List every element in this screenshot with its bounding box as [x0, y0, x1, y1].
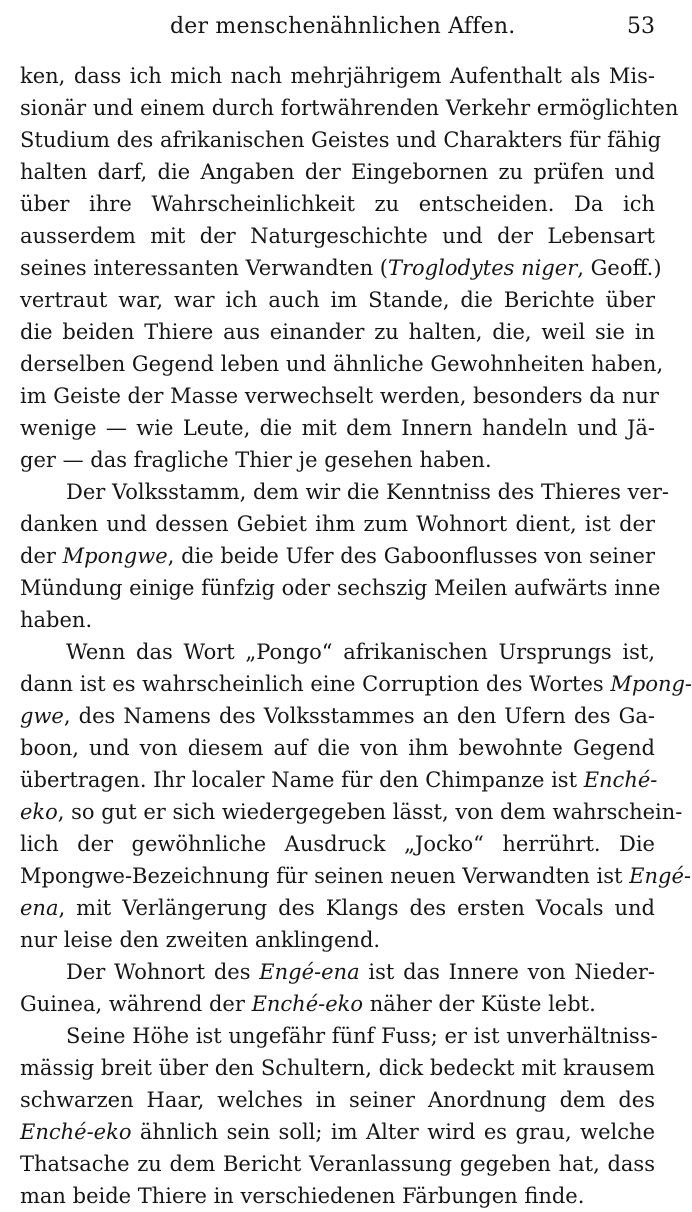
text-segment: ken, dass ich mich nach mehrjährigem Aufenthalt als Mis-: [20, 64, 655, 88]
text-segment: derselben Gegend leben und ähnliche Gewohnheiten haben,: [20, 352, 664, 376]
text-line: [20, 956, 655, 988]
text-line: [20, 348, 664, 380]
text-line: [20, 924, 655, 956]
text-line: [20, 1148, 655, 1180]
text-segment: , mit Verlängerung des Klangs des ersten Vocals und: [58, 896, 655, 920]
text-line: [20, 732, 655, 764]
text-line: [20, 796, 683, 828]
text-segment: lich der gewöhnliche Ausdruck „Jocko“ herrührt. Die: [20, 832, 655, 856]
text-segment: haben.: [20, 608, 93, 632]
text-segment: übertragen. Ihr localer Name für den Chimpanze ist: [20, 768, 584, 792]
italic-term: Mpongwe: [62, 544, 168, 568]
text-line: [20, 156, 655, 188]
text-segment: Mpongwe-Bezeichnung für seinen neuen Verwandten ist: [20, 864, 630, 888]
italic-term: eko: [20, 800, 58, 824]
text-segment: Mündung einige fünfzig oder sechszig Meilen aufwärts inne: [20, 576, 661, 600]
text-line: [20, 860, 691, 892]
text-line: [20, 316, 655, 348]
text-segment: , so gut er sich wiedergegeben lässt, von dem wahrschein-: [57, 800, 683, 824]
text-line: [20, 284, 655, 316]
text-line: [20, 636, 655, 668]
text-line: [20, 444, 655, 476]
text-segment: die beiden Thiere aus einander zu halten, die, weil sie in: [20, 320, 655, 344]
text-line: [20, 988, 655, 1020]
text-segment: dann ist es wahrscheinlich eine Corruption des Wortes: [20, 672, 611, 696]
text-line: [20, 476, 669, 508]
text-segment: nur leise den zweiten anklingend.: [20, 928, 381, 952]
text-line: [20, 604, 655, 636]
text-segment: Seine Höhe ist ungefähr fünf Fuss; er ist unverhältniss-: [66, 1024, 658, 1048]
running-title: der menschenähnlichen Affen.: [170, 14, 516, 39]
text-line: [20, 892, 655, 924]
text-segment: ger — das fragliche Thier je gesehen haben.: [20, 448, 492, 472]
text-line: [20, 92, 679, 124]
text-line: [20, 828, 655, 860]
text-segment: Studium des afrikanischen Geistes und Charakters für fähig: [20, 128, 662, 152]
text-line: [20, 1020, 658, 1052]
text-segment: , die beide Ufer des Gaboonflusses von seiner: [167, 544, 655, 568]
text-line: [20, 540, 655, 572]
text-line: [20, 252, 662, 284]
italic-term: Enché-eko: [20, 1120, 132, 1144]
italic-term: Mpong-: [610, 672, 692, 696]
page-number: 53: [627, 14, 655, 39]
body-text: [20, 60, 692, 1212]
text-segment: Thatsache zu dem Bericht Veranlassung gegeben hat, dass: [20, 1152, 655, 1176]
text-line: [20, 412, 655, 444]
text-segment: , des Namens des Volksstammes an den Ufern des Ga-: [63, 704, 655, 728]
text-segment: ausserdem mit der Naturgeschichte und der Lebensart: [20, 224, 655, 248]
text-line: [20, 220, 655, 252]
text-line: [20, 1116, 655, 1148]
text-segment: boon, und von diesem auf die von ihm bewohnte Gegend: [20, 736, 655, 760]
text-segment: ist das Innere von Nieder-: [359, 960, 656, 984]
italic-term: ena: [20, 896, 59, 920]
page-header: [20, 14, 655, 48]
text-segment: halten darf, die Angaben der Eingebornen zu prüfen und: [20, 160, 655, 184]
italic-term: gwe: [20, 704, 64, 728]
text-line: [20, 668, 692, 700]
text-line: [20, 380, 659, 412]
text-segment: ähnlich sein soll; im Alter wird es grau, welche: [131, 1120, 655, 1144]
text-line: [20, 1180, 655, 1212]
text-segment: näher der Küste lebt.: [363, 992, 596, 1016]
italic-term: Troglodytes niger: [388, 256, 578, 280]
text-line: [20, 764, 658, 796]
text-segment: Wenn das Wort „Pongo“ afrikanischen Ursprungs ist,: [66, 640, 655, 664]
text-line: [20, 572, 661, 604]
text-segment: der: [20, 544, 63, 568]
italic-term: Engé-ena: [259, 960, 360, 984]
italic-term: Enché-: [583, 768, 658, 792]
text-line: [20, 60, 655, 92]
text-segment: danken und dessen Gebiet ihm zum Wohnort dient, ist der: [20, 512, 655, 536]
text-segment: Guinea, während der: [20, 992, 252, 1016]
text-segment: Der Volksstamm, dem wir die Kenntniss des Thieres ver-: [66, 480, 669, 504]
text-segment: sionär und einem durch fortwährenden Verkehr ermöglichten: [20, 96, 679, 120]
text-segment: über ihre Wahrscheinlichkeit zu entscheiden. Da ich: [20, 192, 655, 216]
text-line: [20, 700, 655, 732]
text-line: [20, 1052, 655, 1084]
text-segment: wenige — wie Leute, die mit dem Innern handeln und Jä-: [20, 416, 655, 440]
italic-term: Engé-: [629, 864, 691, 888]
text-segment: seines interessanten Verwandten (: [20, 256, 388, 280]
text-line: [20, 124, 662, 156]
text-segment: schwarzen Haar, welches in seiner Anordnung dem des: [20, 1088, 655, 1112]
text-segment: mässig breit über den Schultern, dick bedeckt mit krausem: [20, 1056, 655, 1080]
text-segment: Der Wohnort des: [66, 960, 260, 984]
text-segment: , Geoff.): [577, 256, 662, 280]
text-line: [20, 188, 655, 220]
text-line: [20, 1084, 655, 1116]
text-segment: vertraut war, war ich auch im Stande, die Berichte über: [20, 288, 655, 312]
text-segment: man beide Thiere in verschiedenen Färbungen finde.: [20, 1184, 585, 1208]
text-line: [20, 508, 655, 540]
text-segment: im Geiste der Masse verwechselt werden, besonders da nur: [20, 384, 659, 408]
italic-term: Enché-eko: [251, 992, 364, 1016]
